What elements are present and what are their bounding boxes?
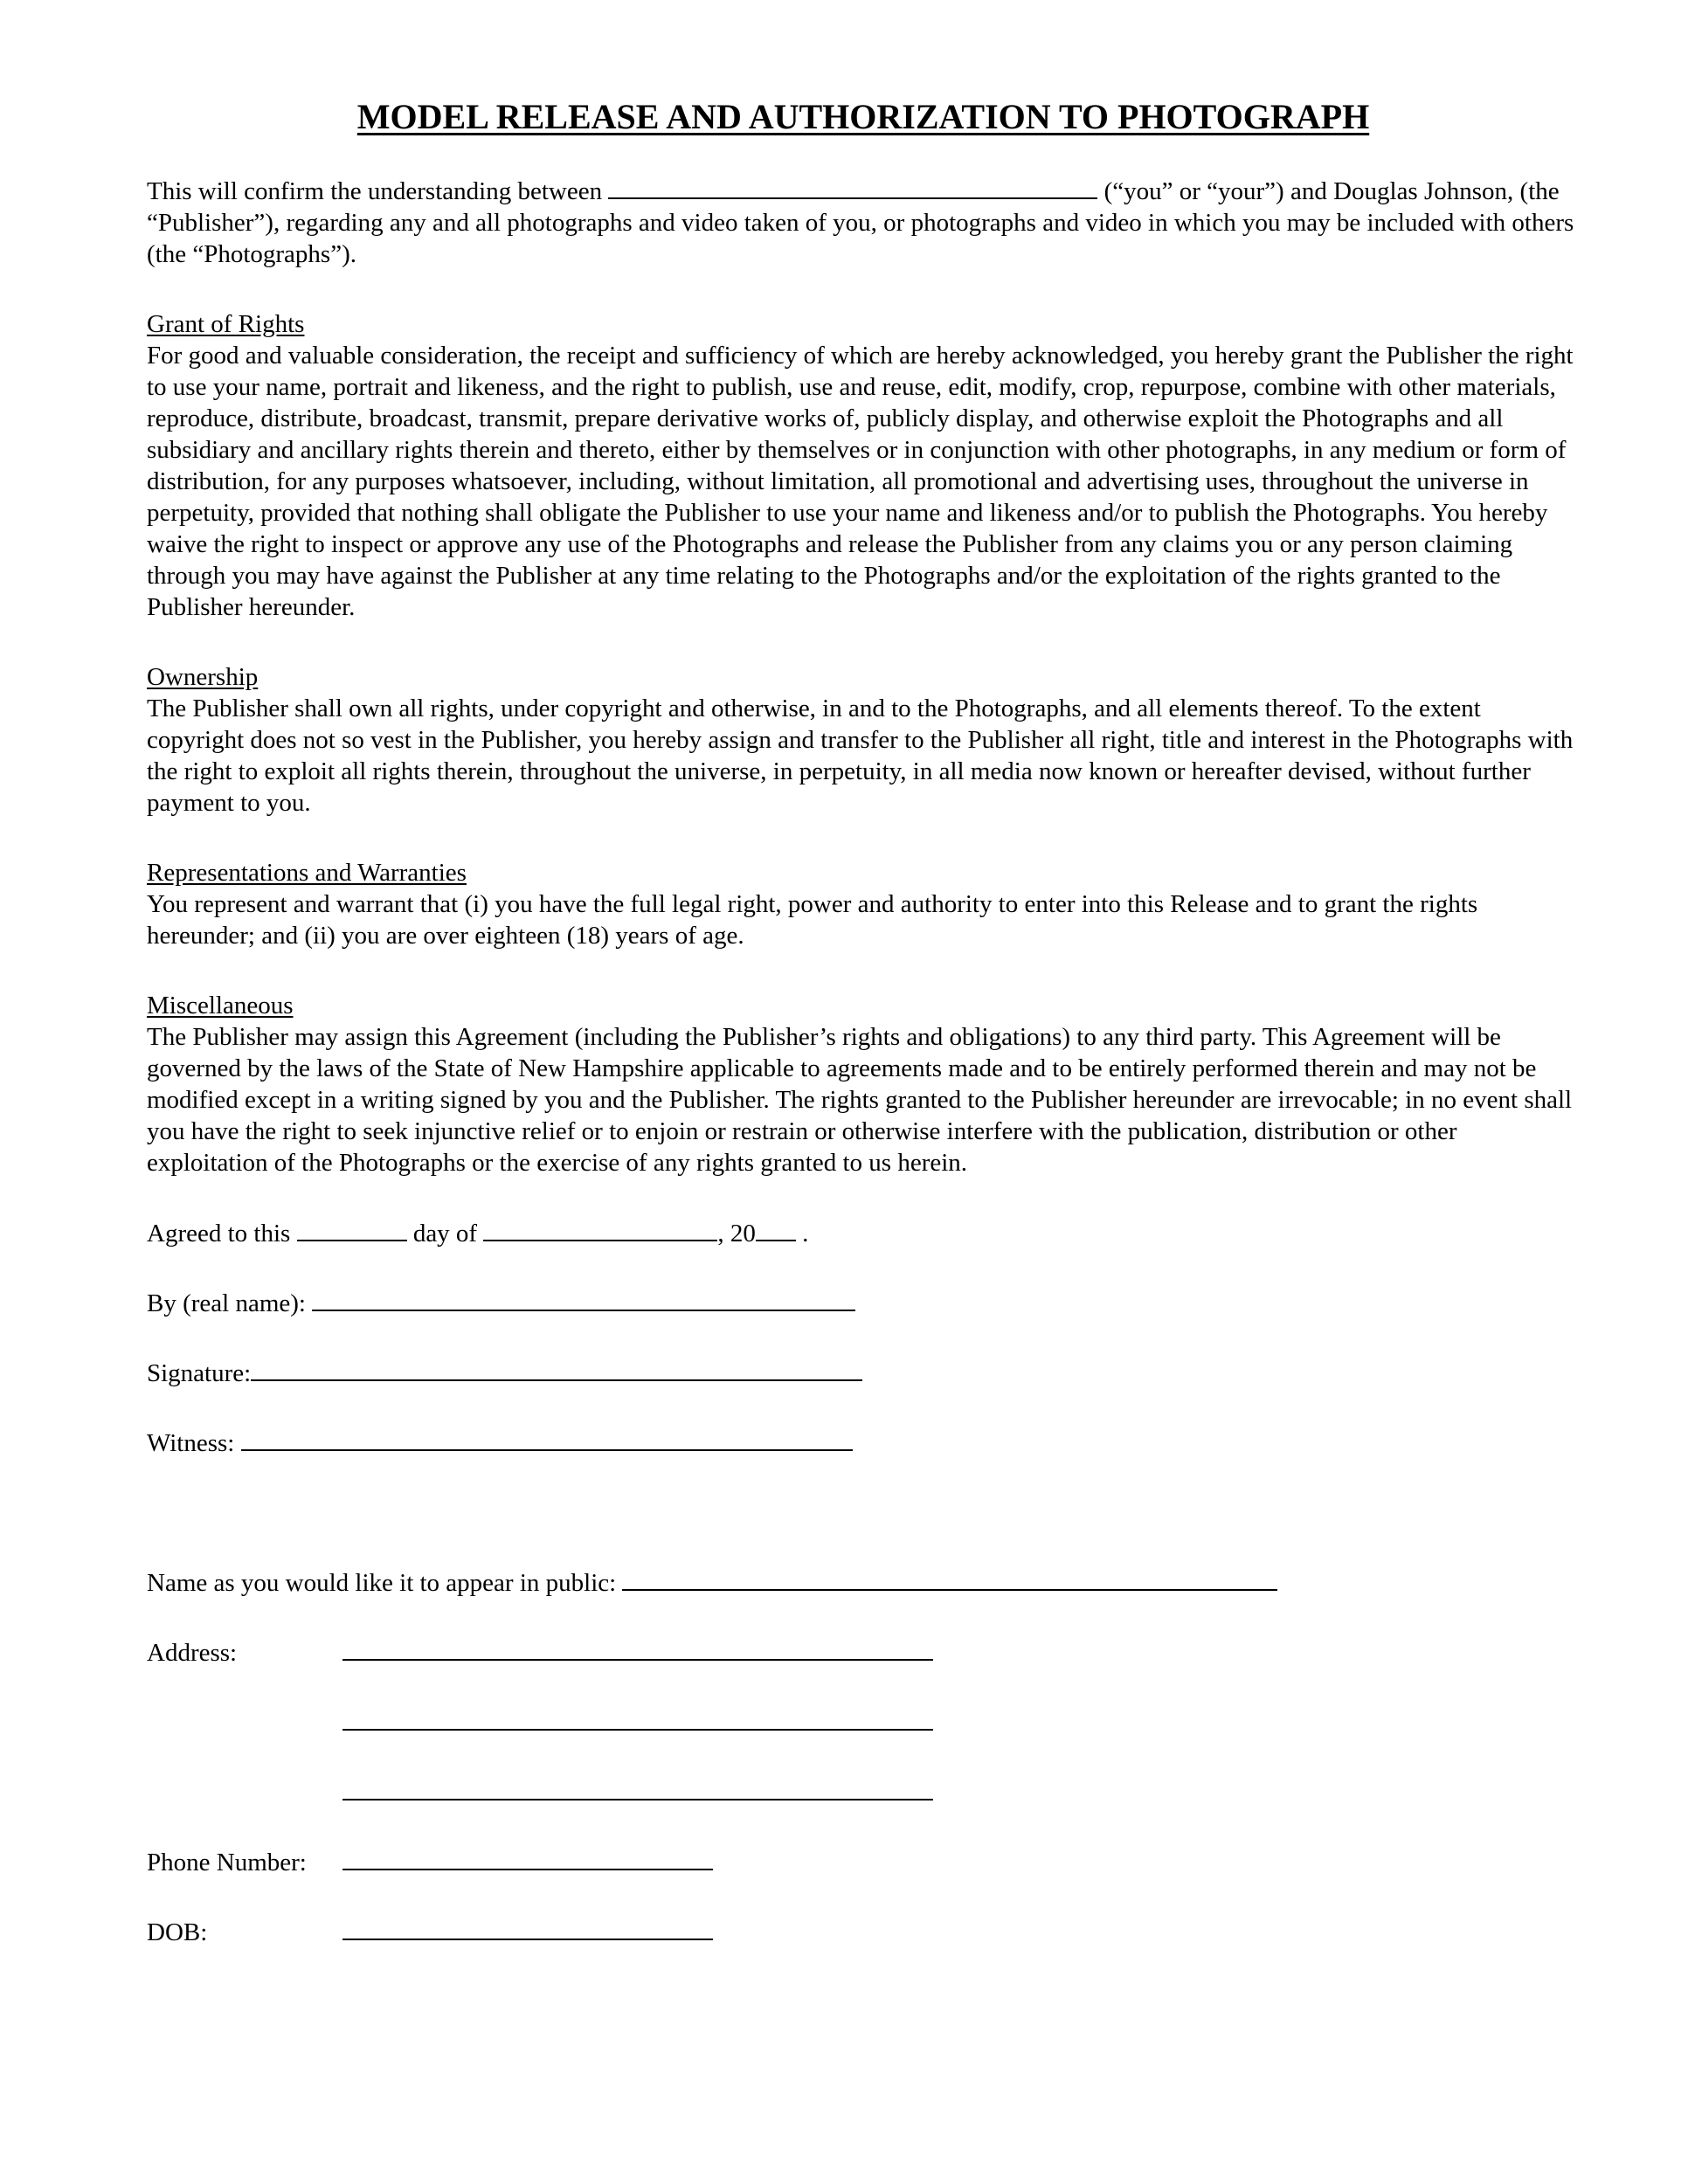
address-row-2 <box>147 1706 1580 1738</box>
section-body: You represent and warrant that (i) you have the full legal right, power and authority to enter into this Release and to grant the rights hereunder; and (ii) you are over eighteen (18) years of age. <box>147 890 1478 950</box>
address-row-3 <box>147 1776 1580 1807</box>
witness-blank[interactable] <box>241 1427 853 1451</box>
address-line-3-blank[interactable] <box>342 1776 933 1800</box>
agreed-day-of: day of <box>412 1220 478 1248</box>
section-grant-of-rights <box>147 308 1580 623</box>
real-name-blank[interactable] <box>312 1287 855 1311</box>
document-title: MODEL RELEASE AND AUTHORIZATION TO PHOTOGRAPH <box>356 97 1370 136</box>
witness-label: Witness: <box>147 1429 235 1457</box>
section-heading: Grant of Rights <box>147 310 305 338</box>
address-row <box>147 1636 1580 1668</box>
year-blank[interactable] <box>756 1217 796 1241</box>
signature-blank[interactable] <box>251 1357 862 1381</box>
section-representations <box>147 857 1580 951</box>
agreed-end: . <box>802 1220 809 1248</box>
intro-text-start: This will confirm the understanding between <box>147 177 603 205</box>
agreed-date-row <box>147 1217 1580 1248</box>
public-name-label: Name as you would like it to appear in public: <box>147 1569 617 1597</box>
section-heading: Representations and Warranties <box>147 859 467 887</box>
month-blank[interactable] <box>483 1217 717 1241</box>
public-name-row <box>147 1566 1580 1598</box>
signature-row <box>147 1357 1580 1388</box>
party-name-blank[interactable] <box>608 175 1097 199</box>
dob-row <box>147 1916 1580 1947</box>
signature-label: Signature: <box>147 1359 252 1387</box>
agreed-year-prefix: , 20 <box>717 1220 756 1248</box>
public-info-block <box>147 1566 1580 1947</box>
section-heading: Miscellaneous <box>147 992 294 1019</box>
address-line-2-blank[interactable] <box>342 1706 933 1731</box>
day-blank[interactable] <box>297 1217 407 1241</box>
section-body: For good and valuable consideration, the receipt and sufficiency of which are hereby acknowledged, you hereby grant the Publisher the right to use your name, portrait and likeness, and the right to publish, use and reuse, edit, modify, crop, repurpose, combine with other materials, reproduce, distribute, broadcast, transmit, prepare derivative works of, publicly display, and otherwise exploit the Photographs and all subsidiary and ancillary rights therein and thereto, either by themselves or in conjunction with other photographs, in any medium or form of distribution, for any purposes whatsoever, including, without limitation, all promotional and advertising uses, throughout the universe in perpetuity, provided that nothing shall obligate the Publisher to use your name and likeness and/or to publish the Photographs. You hereby waive the right to inspect or approve any use of the Photographs and release the Publisher from any claims you or any person claiming through you may have against the Publisher at any time relating to the Photographs and/or the exploitation of the rights granted to the Publisher hereunder. <box>147 342 1574 621</box>
real-name-label: By (real name): <box>147 1289 306 1317</box>
section-ownership <box>147 661 1580 819</box>
phone-label: Phone Number: <box>147 1849 307 1876</box>
document-page <box>147 96 1580 1947</box>
signature-block <box>147 1217 1580 1458</box>
phone-blank[interactable] <box>342 1846 713 1870</box>
intro-text-end: (“you” or “your”) and Douglas Johnson, (the “Publisher”), regarding any and all photographs and video taken of you, or photographs and video in which you may be included with others (the “Photographs”). <box>147 177 1574 268</box>
dob-label: DOB: <box>147 1918 208 1946</box>
address-line-1-blank[interactable] <box>342 1636 933 1661</box>
public-name-blank[interactable] <box>622 1566 1277 1591</box>
address-label: Address: <box>147 1639 238 1667</box>
section-miscellaneous <box>147 990 1580 1178</box>
witness-row <box>147 1427 1580 1458</box>
agreed-prefix: Agreed to this <box>147 1220 291 1248</box>
phone-row <box>147 1846 1580 1877</box>
real-name-row <box>147 1287 1580 1318</box>
intro-paragraph <box>147 175 1580 270</box>
section-body: The Publisher shall own all rights, under copyright and otherwise, in and to the Photographs, and all elements thereof. To the extent copyright does not so vest in the Publisher, you hereby assign and transfer to the Publisher all right, title and interest in the Photographs with the right to exploit all rights therein, throughout the universe, in perpetuity, in all media now known or hereafter devised, without further payment to you. <box>147 695 1574 817</box>
dob-blank[interactable] <box>342 1916 713 1940</box>
section-heading: Ownership <box>147 663 259 691</box>
section-body: The Publisher may assign this Agreement (including the Publisher’s rights and obligations) to any third party. This Agreement will be governed by the laws of the State of New Hampshire applicable to agreements made and to be entirely performed therein and may not be modified except in a writing signed by you and the Publisher. The rights granted to the Publisher hereunder are irrevocable; in no event shall you have the right to seek injunctive relief or to enjoin or restrain or otherwise interfere with the publication, distribution or other exploitation of the Photographs or the exercise of any rights granted to us herein. <box>147 1023 1573 1177</box>
